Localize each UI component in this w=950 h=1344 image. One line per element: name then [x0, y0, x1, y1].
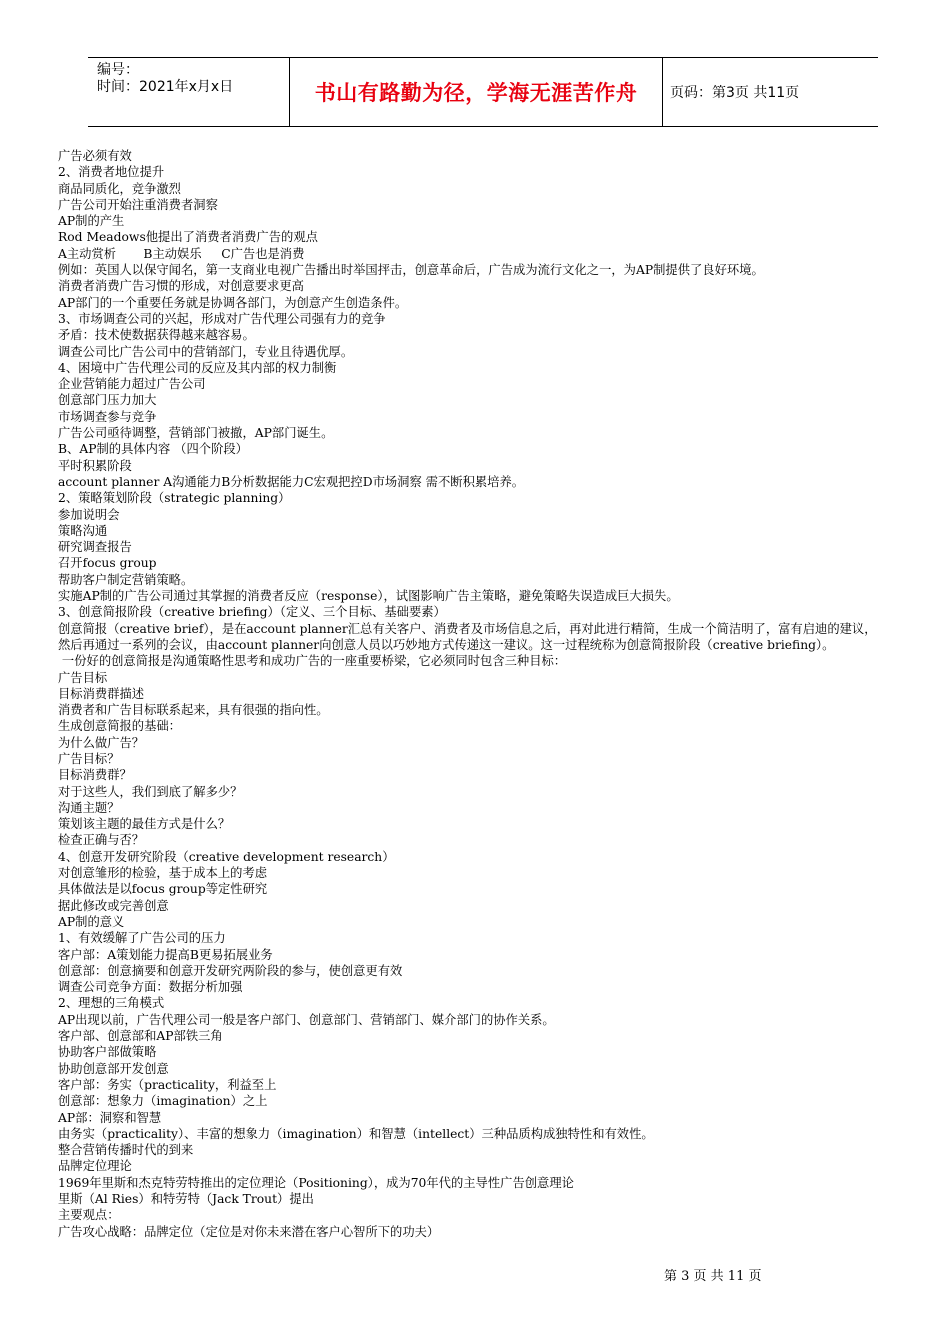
text-line: A主动赏析 B主动娱乐 C广告也是消费: [58, 246, 305, 261]
text-line: 参加说明会: [58, 507, 120, 522]
text-line: 检查正确与否？: [58, 833, 145, 848]
text-line: 4、创意开发研究阶段（creative development research）: [58, 849, 395, 864]
text-line: 由务实（practicality）、丰富的想象力（imagination）和智慧（intellect）三种品质构成独特性和有效性。: [58, 1126, 654, 1141]
text-line: 2、策略策划阶段（strategic planning）: [58, 491, 291, 506]
text-line: 具体做法是以focus group等定性研究: [58, 882, 268, 897]
text-line: 里斯（Al Ries）和特劳特（Jack Trout）提出: [58, 1192, 314, 1206]
text-line: 例如：英国人以保守闻名，第一支商业电视广告播出时举国抨击，创意革命后，广告成为流行文化之一，为AP制提供了良好环境。: [58, 263, 764, 278]
text-line: 广告目标: [58, 670, 108, 685]
text-line: 企业营销能力超过广告公司: [58, 377, 206, 392]
text-line: 沟通主题？: [58, 800, 120, 815]
header-page-number: 页码：第3页 共11页: [670, 85, 800, 101]
text-line: 协助创意部开发创意: [58, 1061, 169, 1076]
document-code-label: 编号：: [97, 62, 139, 78]
text-line: 品牌定位理论: [58, 1159, 132, 1174]
text-line: 消费者和广告目标联系起来，具有很强的指向性。: [58, 703, 329, 718]
text-line: 协助客户部做策略: [58, 1045, 157, 1060]
text-line: 实施AP制的广告公司通过其掌握的消费者反应（response），试图影响广告主策略，避免策略失误造成巨大损失。: [58, 589, 679, 604]
text-line: 主要观点：: [58, 1208, 120, 1223]
text-line: 调查公司竞争方面：数据分析加强: [58, 980, 243, 995]
text-line: 市场调查参与竞争: [58, 409, 157, 424]
text-line: 研究调查报告: [58, 540, 132, 555]
text-line: B、AP制的具体内容 （四个阶段）: [58, 442, 248, 457]
text-line: 商品同质化，竞争激烈: [58, 181, 181, 196]
text-line: 广告必须有效: [58, 149, 132, 163]
text-line: 3、市场调查公司的兴起，形成对广告代理公司强有力的竞争: [58, 311, 386, 326]
text-line: 创意部：想象力（imagination）之上: [58, 1094, 268, 1109]
text-line: 客户部：务实（practicality，利益至上: [58, 1077, 277, 1092]
text-line: 2、理想的三角模式: [58, 996, 165, 1011]
text-line: 调查公司比广告公司中的营销部门，专业且待遇优厚。: [58, 344, 354, 359]
text-line: 目标消费群？: [58, 768, 132, 783]
text-line: 创意部：创意摘要和创意开发研究两阶段的参与，使创意更有效: [58, 963, 403, 978]
text-line: 广告公司开始注重消费者洞察: [58, 197, 218, 212]
header-info-cell: [88, 58, 288, 126]
text-line: 客户部、创意部和AP部铁三角: [58, 1029, 223, 1044]
document-body: [58, 148, 888, 1240]
text-line: 据此修改或完善创意: [58, 898, 169, 913]
document-date: 时间：2021年x月x日: [97, 79, 234, 95]
text-line: AP制的产生: [58, 214, 125, 229]
text-line: AP部：洞察和智慧: [58, 1110, 162, 1125]
text-line: 一份好的创意简报是沟通策略性思考和成功广告的一座重要桥梁，它必须同时包含三种目标：: [58, 654, 567, 669]
text-line: AP出现以前，广告代理公司一般是客户部门、创意部门、营销部门、媒介部门的协作关系。: [58, 1012, 555, 1027]
text-line: AP部门的一个重要任务就是协调各部门，为创意产生创造条件。: [58, 295, 408, 310]
text-line: 平时积累阶段: [58, 458, 132, 473]
text-line: Rod Meadows他提出了消费者消费广告的观点: [58, 230, 318, 245]
text-line: 策略沟通: [58, 523, 108, 538]
text-line: 目标消费群描述: [58, 686, 145, 701]
text-line: 创意部门压力加大: [58, 393, 157, 408]
text-line: 对创意雏形的检验，基于成本上的考虑: [58, 866, 268, 881]
text-line: 对于这些人，我们到底了解多少？: [58, 784, 243, 799]
text-line: 召开focus group: [58, 556, 157, 571]
text-line: 生成创意简报的基础：: [58, 719, 181, 734]
text-line: 为什么做广告？: [58, 735, 145, 750]
text-line: 整合营销传播时代的到来: [58, 1143, 194, 1158]
header-motto: 书山有路勤为径，学海无涯苦作舟: [289, 58, 663, 126]
text-line: 消费者消费广告习惯的形成，对创意要求更高: [58, 279, 304, 294]
text-line: 矛盾：技术使数据获得越来越容易。: [58, 328, 255, 343]
text-line: 广告攻心战略：品牌定位（定位是对你未来潜在客户心智所下的功夫）: [58, 1224, 440, 1239]
text-line: 1、有效缓解了广告公司的压力: [58, 931, 226, 946]
text-line: 4、困境中广告代理公司的反应及其内部的权力制衡: [58, 360, 337, 375]
footer-page-number: 第 3 页 共 11 页: [664, 1269, 762, 1284]
document-header: [88, 57, 878, 127]
text-line: 1969年里斯和杰克特劳特推出的定位理论（Positioning），成为70年代的主导性广告创意理论: [58, 1175, 574, 1190]
text-line: 客户部：A策划能力提高B更易拓展业务: [58, 947, 273, 962]
text-line: 创意简报（creative brief），是在account planner汇总有关客户、消费者及市场信息之后，再对此进行精简，生成一个简洁明了，富有启迪的建议，然后再通过一系列的会议，由account planner向创意人员以巧妙地方式传递这一建议。这一过程统称为创意简报阶段（creative briefing）。: [58, 621, 877, 652]
text-line: 广告公司亟待调整，营销部门被撤，AP部门诞生。: [58, 426, 334, 441]
text-line: account planner A沟通能力B分析数据能力C宏观把控D市场洞察 需不断积累培养。: [58, 474, 525, 489]
text-line: 帮助客户制定营销策略。: [58, 572, 194, 587]
text-line: 策划该主题的最佳方式是什么？: [58, 817, 231, 832]
text-line: 3、创意简报阶段（creative briefing）（定义、三个目标、基础要素）: [58, 605, 446, 620]
text-line: 广告目标？: [58, 751, 120, 766]
text-line: 2、消费者地位提升: [58, 165, 165, 180]
text-line: AP制的意义: [58, 914, 125, 929]
